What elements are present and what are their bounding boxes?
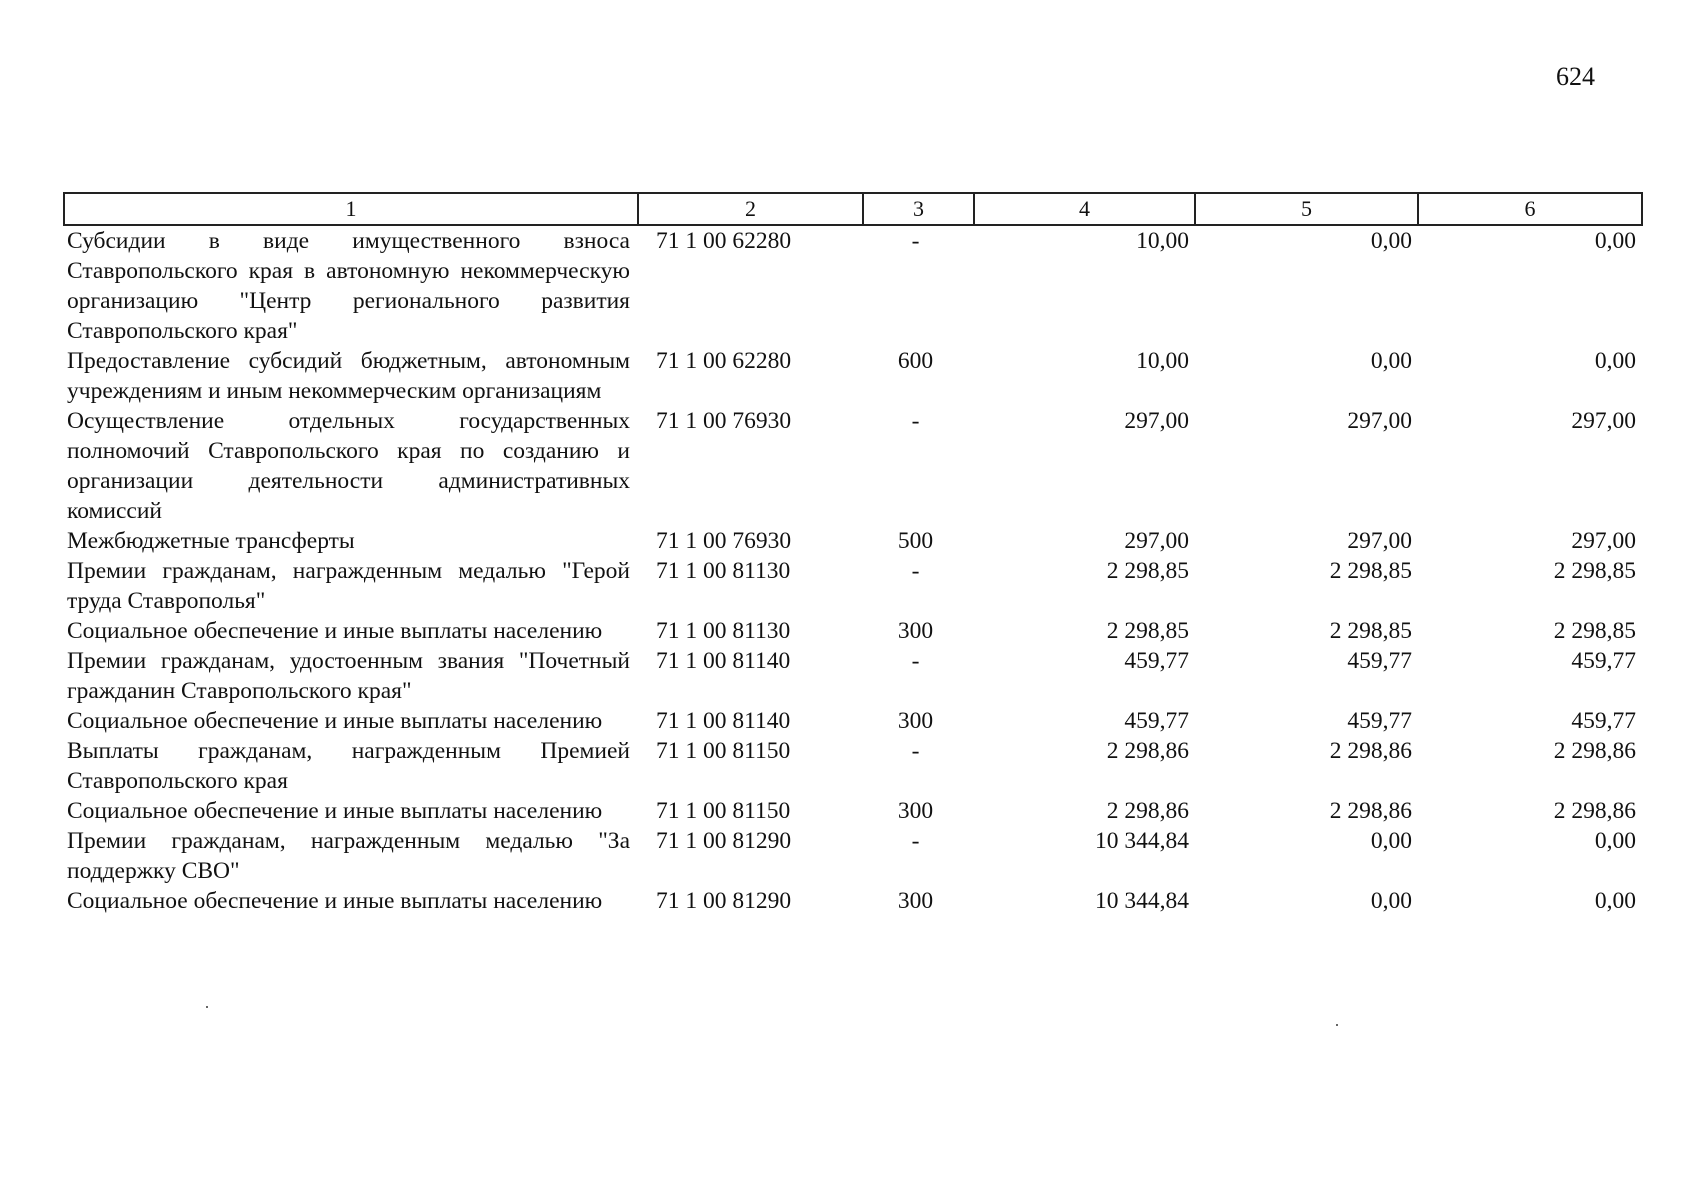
row-amount-col5: 2 298,85: [1329, 618, 1412, 644]
table-row: [64, 736, 1642, 796]
row-description: Премии гражданам, награжденным медалью "Герой труда Ставрополья": [67, 558, 630, 614]
row-amount-col6: 2 298,86: [1553, 798, 1636, 824]
table-row: [64, 826, 1642, 886]
row-expense-type: 300: [897, 798, 934, 824]
row-amount-col6: 297,00: [1571, 408, 1636, 434]
row-amount-col6: 2 298,86: [1553, 738, 1636, 764]
row-amount-col4: 2 298,85: [1106, 618, 1189, 644]
scan-speck: [1336, 1024, 1338, 1026]
row-amount-col4: 10,00: [1136, 228, 1189, 254]
row-expense-type: 500: [897, 528, 934, 554]
table-row: [64, 796, 1642, 826]
row-amount-col5: 2 298,85: [1329, 558, 1412, 584]
row-amount-col6: 2 298,85: [1553, 558, 1636, 584]
column-header-3: 3: [863, 193, 974, 225]
table-row: [64, 406, 1642, 526]
row-expense-type: -: [911, 408, 920, 434]
row-amount-col6: 0,00: [1594, 828, 1636, 854]
row-amount-col5: 459,77: [1347, 648, 1412, 674]
row-amount-col6: 459,77: [1571, 708, 1636, 734]
column-header-4: 4: [974, 193, 1195, 225]
row-target-code: 71 1 00 81130: [656, 618, 791, 644]
row-target-code: 71 1 00 81290: [656, 828, 792, 854]
row-description: Предоставление субсидий бюджетным, автономным учреждениям и иным некоммерческим организациям: [67, 348, 630, 404]
row-expense-type: -: [911, 558, 920, 584]
row-expense-type: 600: [897, 348, 934, 374]
row-amount-col6: 459,77: [1571, 648, 1636, 674]
row-target-code: 71 1 00 81150: [656, 738, 791, 764]
row-description: Социальное обеспечение и иные выплаты населению: [67, 798, 603, 824]
row-expense-type: -: [911, 828, 920, 854]
table-body: [64, 225, 1642, 916]
table-header-row: [64, 193, 1642, 225]
row-description: Осуществление отдельных государственных полномочий Ставропольского края по созданию и организации деятельности административных комиссий: [67, 408, 630, 524]
row-target-code: 71 1 00 81130: [656, 558, 791, 584]
row-target-code: 71 1 00 62280: [656, 348, 792, 374]
row-target-code: 71 1 00 81290: [656, 888, 792, 914]
row-amount-col6: 2 298,85: [1553, 618, 1636, 644]
row-amount-col6: 0,00: [1594, 348, 1636, 374]
table-row: [64, 556, 1642, 616]
row-expense-type: 300: [897, 708, 934, 734]
budget-table: [63, 192, 1643, 916]
table-row: [64, 616, 1642, 646]
scan-speck: [206, 1006, 208, 1008]
row-amount-col4: 10 344,84: [1095, 828, 1189, 854]
row-amount-col5: 0,00: [1370, 228, 1412, 254]
row-amount-col4: 10,00: [1136, 348, 1189, 374]
row-target-code: 71 1 00 76930: [656, 528, 792, 554]
row-amount-col4: 2 298,86: [1106, 738, 1189, 764]
row-expense-type: -: [911, 738, 920, 764]
row-description: Субсидии в виде имущественного взноса Ставропольского края в автономную некоммерческую организацию "Центр регионального развития Ставропольского края": [67, 228, 630, 344]
row-amount-col5: 297,00: [1347, 408, 1412, 434]
row-description: Социальное обеспечение и иные выплаты населению: [67, 708, 603, 734]
column-header-6: 6: [1418, 193, 1642, 225]
row-target-code: 71 1 00 81150: [656, 798, 791, 824]
row-expense-type: -: [911, 648, 920, 674]
column-header-2: 2: [638, 193, 863, 225]
page-number: 624: [1556, 62, 1595, 91]
row-expense-type: -: [911, 228, 920, 254]
row-amount-col4: 297,00: [1124, 528, 1189, 554]
row-amount-col5: 459,77: [1347, 708, 1412, 734]
row-amount-col6: 297,00: [1571, 528, 1636, 554]
table-row: [64, 646, 1642, 706]
row-amount-col4: 2 298,86: [1106, 798, 1189, 824]
table-row: [64, 526, 1642, 556]
row-target-code: 71 1 00 76930: [656, 408, 792, 434]
table-row: [64, 346, 1642, 406]
row-amount-col5: 2 298,86: [1329, 738, 1412, 764]
row-amount-col4: 10 344,84: [1095, 888, 1189, 914]
column-header-1: 1: [64, 193, 638, 225]
row-amount-col5: 2 298,86: [1329, 798, 1412, 824]
row-amount-col5: 297,00: [1347, 528, 1412, 554]
row-expense-type: 300: [897, 888, 934, 914]
row-amount-col4: 2 298,85: [1106, 558, 1189, 584]
row-amount-col5: 0,00: [1370, 348, 1412, 374]
row-amount-col4: 297,00: [1124, 408, 1189, 434]
row-amount-col5: 0,00: [1370, 828, 1412, 854]
row-description: Премии гражданам, награжденным медалью "За поддержку СВО": [67, 828, 630, 884]
column-header-5: 5: [1195, 193, 1418, 225]
row-target-code: 71 1 00 81140: [656, 708, 791, 734]
row-amount-col6: 0,00: [1594, 888, 1636, 914]
row-description: Выплаты гражданам, награжденным Премией Ставропольского края: [67, 738, 630, 794]
row-amount-col5: 0,00: [1370, 888, 1412, 914]
table-row: [64, 225, 1642, 346]
row-target-code: 71 1 00 62280: [656, 228, 792, 254]
row-expense-type: 300: [897, 618, 934, 644]
row-amount-col4: 459,77: [1124, 708, 1189, 734]
row-description: Межбюджетные трансферты: [67, 528, 355, 554]
row-description: Социальное обеспечение и иные выплаты населению: [67, 888, 603, 914]
row-description: Социальное обеспечение и иные выплаты населению: [67, 618, 603, 644]
row-amount-col4: 459,77: [1124, 648, 1189, 674]
row-description: Премии гражданам, удостоенным звания "Почетный гражданин Ставропольского края": [67, 648, 630, 704]
row-amount-col6: 0,00: [1594, 228, 1636, 254]
row-target-code: 71 1 00 81140: [656, 648, 791, 674]
table-row: [64, 886, 1642, 916]
table-row: [64, 706, 1642, 736]
